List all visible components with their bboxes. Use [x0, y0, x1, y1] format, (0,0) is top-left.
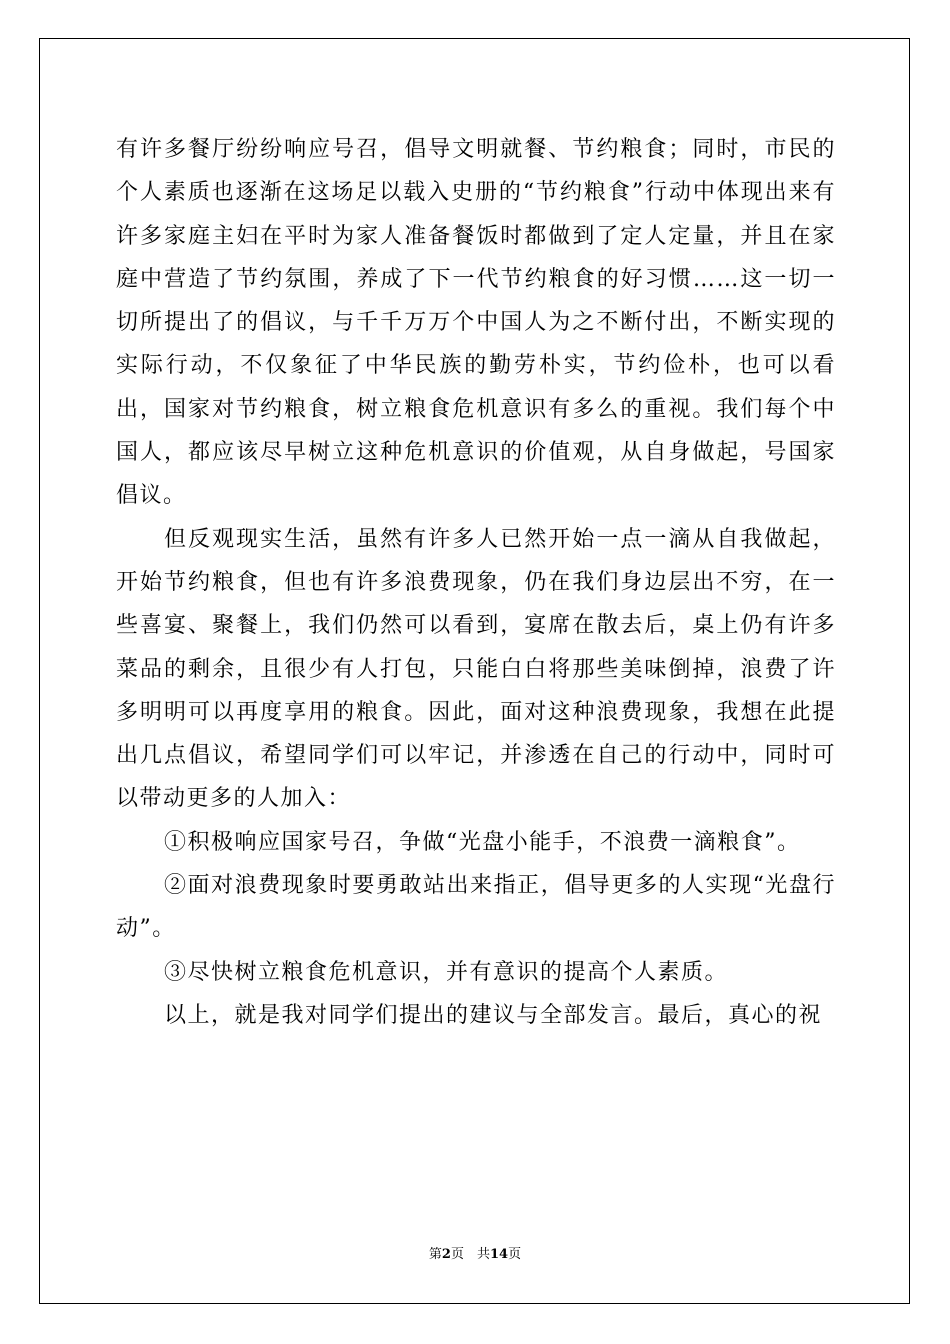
footer-suffix: 页	[508, 1247, 522, 1262]
paragraph-2: 但反观现实生活，虽然有许多人已然开始一点一滴从自我做起，开始节约粮食，但也有许多浪费现象，仍在我们身边层出不穷，在一些喜宴、聚餐上，我们仍然可以看到，宴席在散去后，桌上仍有许多菜品的剩余，且很少有人打包，只能白白将那些美味倒掉，浪费了许多明明可以再度享用的粮食。因此，面对这种浪费现象，我想在此提出几点倡议，希望同学们可以牢记，并渗透在自己的行动中，同时可以带动更多的人加入：	[116, 526, 836, 812]
proposal-item-3: ③尽快树立粮食危机意识，并有意识的提高个人素质。	[164, 959, 729, 985]
footer-prefix: 第	[428, 1247, 442, 1262]
proposal-item-2: ②面对浪费现象时要勇敢站出来指正，倡导更多的人实现“光盘行动”。	[116, 873, 836, 942]
footer-middle: 页 共	[450, 1247, 490, 1262]
page-footer	[0, 1243, 950, 1262]
proposal-item-1: ①积极响应国家号召，争做“光盘小能手，不浪费一滴粮食”。	[164, 829, 801, 855]
document-body	[116, 128, 836, 1037]
current-page-number: 2	[441, 1247, 451, 1262]
total-page-count: 14	[489, 1247, 509, 1262]
paragraph-1: 有许多餐厅纷纷响应号召，倡导文明就餐、节约粮食；同时，市民的个人素质也逐渐在这场足以载入史册的“节约粮食”行动中体现出来有许多家庭主妇在平时为家人准备餐饭时都做到了定人定量，并且在家庭中营造了节约氛围，养成了下一代节约粮食的好习惯……这一切一切所提出了的倡议，与千千万万个中国人为之不断付出，不断实现的实际行动，不仅象征了中华民族的勤劳朴实，节约俭朴，也可以看出，国家对节约粮食，树立粮食危机意识有多么的重视。我们每个中国人，都应该尽早树立这种危机意识的价值观，从自身做起，号国家倡议。	[116, 137, 836, 509]
closing-paragraph: 以上，就是我对同学们提出的建议与全部发言。最后，真心的祝	[164, 1002, 823, 1028]
